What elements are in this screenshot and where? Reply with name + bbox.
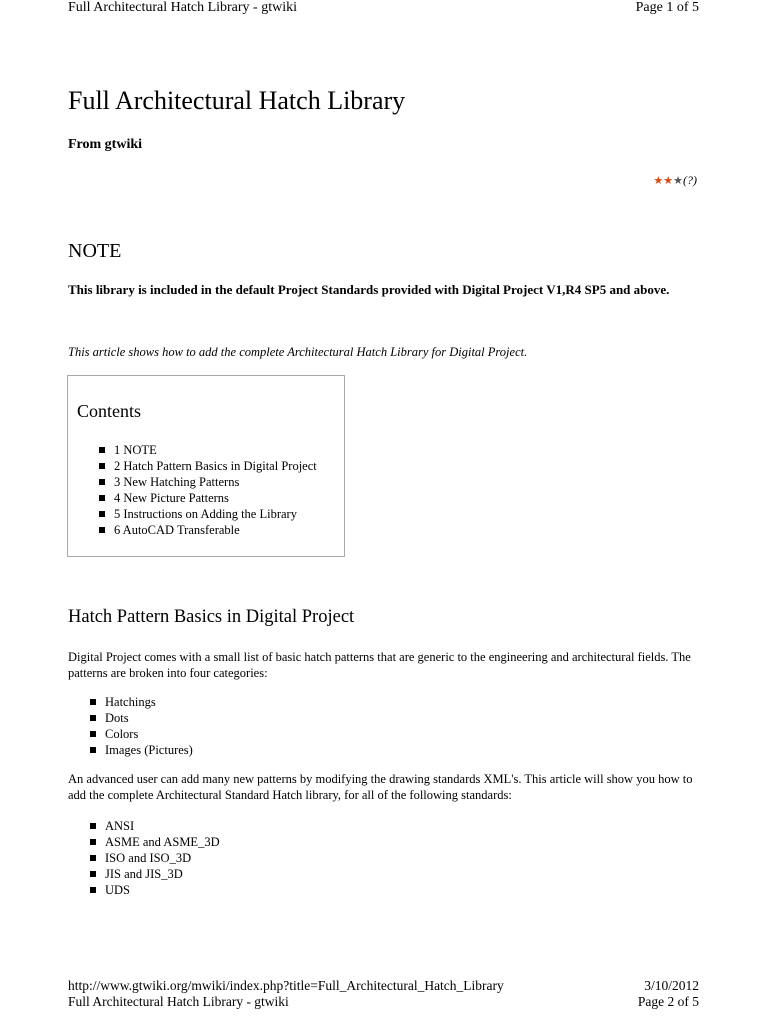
toc-list bbox=[99, 442, 317, 538]
toc-title: Contents bbox=[77, 401, 142, 421]
bullet-icon bbox=[99, 511, 105, 517]
list-item bbox=[90, 882, 220, 898]
list-item-label: Hatchings bbox=[105, 695, 156, 709]
star-icon[interactable]: ★ bbox=[663, 175, 674, 187]
site-subtitle: From gtwiki bbox=[68, 137, 143, 152]
section-heading-note: NOTE bbox=[68, 240, 122, 262]
list-item-label: Colors bbox=[105, 727, 139, 741]
bullet-icon bbox=[90, 699, 96, 705]
rating-widget bbox=[653, 173, 697, 188]
section-heading-basics: Hatch Pattern Basics in Digital Project bbox=[68, 607, 355, 627]
toc-item[interactable] bbox=[99, 506, 317, 522]
list-item-label: JIS and JIS_3D bbox=[105, 867, 183, 881]
toc-item-label[interactable]: 1 NOTE bbox=[114, 443, 157, 457]
list-item-label: ISO and ISO_3D bbox=[105, 851, 192, 865]
rating-help-link[interactable]: (?) bbox=[683, 173, 697, 187]
next-page-header-title: Full Architectural Hatch Library - gtwiki bbox=[68, 994, 289, 1009]
list-item bbox=[90, 710, 193, 726]
bullet-icon bbox=[99, 479, 105, 485]
star-icon[interactable]: ★ bbox=[653, 175, 664, 187]
list-item bbox=[90, 834, 220, 850]
list-item-label: ASME and ASME_3D bbox=[105, 835, 220, 849]
toc-item-label[interactable]: 4 New Picture Patterns bbox=[114, 491, 229, 505]
toc-item[interactable] bbox=[99, 458, 317, 474]
standards-list bbox=[90, 818, 220, 898]
bullet-icon bbox=[99, 495, 105, 501]
bullet-icon bbox=[99, 447, 105, 453]
list-item bbox=[90, 694, 193, 710]
basics-paragraph-1: Digital Project comes with a small list of basic hatch patterns that are generic to the engineering and architectural fields. The patterns are broken into four categories: bbox=[68, 650, 691, 680]
bullet-icon bbox=[90, 715, 96, 721]
bullet-icon bbox=[90, 839, 96, 845]
toc-item[interactable] bbox=[99, 522, 317, 538]
footer-url: http://www.gtwiki.org/mwiki/index.php?title=Full_Architectural_Hatch_Library bbox=[68, 978, 504, 993]
bullet-icon bbox=[99, 527, 105, 533]
print-header-page: Page 1 of 5 bbox=[635, 0, 699, 15]
print-header-title: Full Architectural Hatch Library - gtwiki bbox=[68, 0, 297, 15]
toc-item[interactable] bbox=[99, 442, 317, 458]
bullet-icon bbox=[90, 855, 96, 861]
bullet-icon bbox=[90, 871, 96, 877]
toc-item-label[interactable]: 6 AutoCAD Transferable bbox=[114, 523, 240, 537]
basics-paragraph-2: An advanced user can add many new patterns by modifying the drawing standards XML's. This article will show you how to add the complete Architectural Standard Hatch library, for all of the following standards: bbox=[68, 772, 693, 802]
toc-item-label[interactable]: 3 New Hatching Patterns bbox=[114, 475, 240, 489]
intro-text: This article shows how to add the complete Architectural Hatch Library for Digital Project. bbox=[68, 345, 528, 359]
bullet-icon bbox=[90, 823, 96, 829]
table-of-contents bbox=[67, 375, 345, 557]
categories-list bbox=[90, 694, 193, 758]
list-item-label: UDS bbox=[105, 883, 131, 897]
list-item bbox=[90, 818, 220, 834]
bullet-icon bbox=[90, 731, 96, 737]
list-item-label: Dots bbox=[105, 711, 129, 725]
toc-item[interactable] bbox=[99, 490, 317, 506]
star-icon[interactable]: ★ bbox=[673, 175, 683, 187]
list-item bbox=[90, 850, 220, 866]
list-item bbox=[90, 726, 193, 742]
next-page-header-page: Page 2 of 5 bbox=[637, 994, 699, 1009]
toc-item-label[interactable]: 5 Instructions on Adding the Library bbox=[114, 507, 297, 521]
toc-item-label[interactable]: 2 Hatch Pattern Basics in Digital Project bbox=[114, 459, 317, 473]
bullet-icon bbox=[90, 887, 96, 893]
bullet-icon bbox=[99, 463, 105, 469]
list-item-label: ANSI bbox=[105, 819, 135, 833]
page-title: Full Architectural Hatch Library bbox=[68, 86, 406, 115]
footer-date: 3/10/2012 bbox=[644, 978, 699, 993]
bullet-icon bbox=[90, 747, 96, 753]
list-item-label: Images (Pictures) bbox=[105, 743, 193, 757]
toc-item[interactable] bbox=[99, 474, 317, 490]
list-item bbox=[90, 742, 193, 758]
note-text: This library is included in the default Project Standards provided with Digital Project V1,R4 SP5 and above. bbox=[68, 282, 670, 297]
list-item bbox=[90, 866, 220, 882]
